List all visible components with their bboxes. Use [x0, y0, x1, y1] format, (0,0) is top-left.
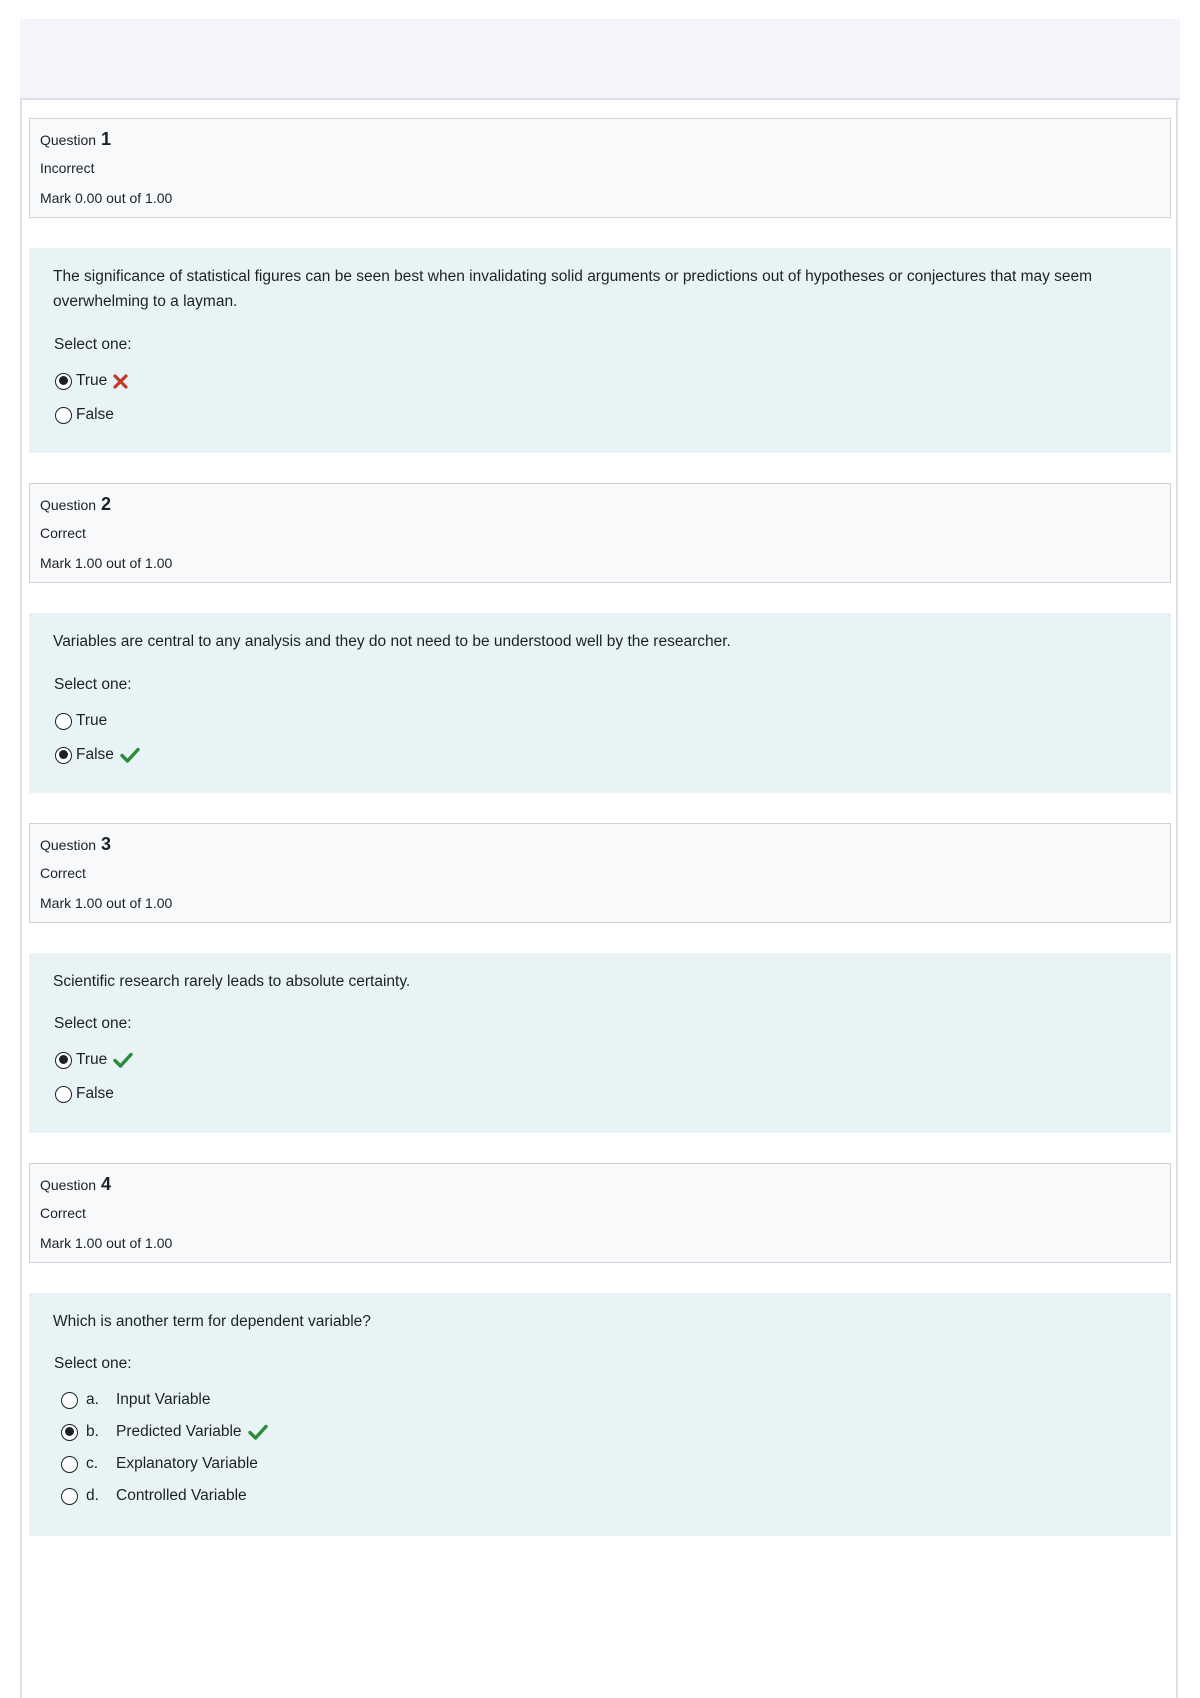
question-grade: Mark 1.00 out of 1.00: [40, 895, 173, 911]
question-number-line: [40, 1174, 111, 1195]
option-label: True: [76, 1051, 108, 1068]
page-header: [20, 19, 1180, 100]
radio-button[interactable]: [61, 1392, 78, 1409]
radio-button[interactable]: [61, 1488, 78, 1505]
option-label: False: [76, 746, 114, 763]
radio-button[interactable]: [61, 1424, 78, 1441]
question-content-2: [29, 613, 1171, 793]
select-one-prompt: Select one:: [54, 1015, 132, 1032]
question-state: Correct: [40, 1205, 86, 1221]
option-letter: a.: [86, 1391, 99, 1408]
question-state: Incorrect: [40, 160, 95, 176]
cross-icon: [113, 374, 128, 389]
question-grade: Mark 1.00 out of 1.00: [40, 555, 173, 571]
answer-option-a[interactable]: [61, 1389, 211, 1411]
question-number: 4: [101, 1174, 112, 1194]
answer-option-true[interactable]: [55, 1049, 133, 1071]
select-one-prompt: Select one:: [54, 336, 132, 353]
question-content-4: [29, 1293, 1171, 1536]
option-label: True: [76, 372, 108, 389]
option-label: Explanatory Variable: [116, 1455, 258, 1472]
answer-option-false[interactable]: [55, 1083, 114, 1105]
question-prefix: Question: [40, 497, 97, 513]
question-grade: Mark 1.00 out of 1.00: [40, 1235, 173, 1251]
question-number: 3: [101, 834, 112, 854]
question-prefix: Question: [40, 1177, 97, 1193]
option-letter: d.: [86, 1487, 99, 1504]
question-state: Correct: [40, 865, 86, 881]
radio-button[interactable]: [55, 407, 72, 424]
radio-button[interactable]: [55, 1086, 72, 1103]
option-label: True: [76, 712, 108, 729]
option-label: Input Variable: [116, 1391, 211, 1408]
option-label: False: [76, 406, 114, 423]
answer-option-b[interactable]: [61, 1421, 268, 1443]
question-prefix: Question: [40, 132, 97, 148]
select-one-prompt: Select one:: [54, 676, 132, 693]
question-number-line: [40, 494, 111, 515]
answer-option-d[interactable]: [61, 1485, 247, 1507]
option-label: Predicted Variable: [116, 1423, 242, 1440]
option-letter: b.: [86, 1423, 99, 1440]
question-content-3: [29, 953, 1171, 1133]
question-grade: Mark 0.00 out of 1.00: [40, 190, 173, 206]
question-number: 1: [101, 129, 112, 149]
check-icon: [120, 747, 140, 763]
option-letter: c.: [86, 1455, 99, 1472]
question-info-3: [29, 823, 1171, 923]
question-info-4: [29, 1163, 1171, 1263]
question-text: The significance of statistical figures can be seen best when invalidating solid arguments or predictions out of hypotheses or conjectures that may seem overwhelming to a layman.: [53, 268, 1093, 310]
option-label: Controlled Variable: [116, 1487, 247, 1504]
answer-option-false[interactable]: [55, 744, 140, 766]
select-one-prompt: Select one:: [54, 1355, 132, 1372]
answer-option-c[interactable]: [61, 1453, 258, 1475]
answer-option-true[interactable]: [55, 710, 107, 732]
question-content-1: [29, 248, 1171, 453]
answer-option-false[interactable]: [55, 404, 114, 426]
option-label: False: [76, 1085, 114, 1102]
radio-button[interactable]: [55, 713, 72, 730]
question-state: Correct: [40, 525, 86, 541]
check-icon: [248, 1424, 268, 1440]
answer-option-true[interactable]: [55, 370, 128, 392]
question-number-line: [40, 129, 111, 150]
question-text: Scientific research rarely leads to absolute certainty.: [53, 973, 411, 990]
radio-button[interactable]: [55, 747, 72, 764]
radio-button[interactable]: [55, 373, 72, 390]
question-prefix: Question: [40, 837, 97, 853]
question-text: Variables are central to any analysis and they do not need to be understood well by the researcher.: [53, 633, 731, 650]
question-number-line: [40, 834, 111, 855]
radio-button[interactable]: [55, 1052, 72, 1069]
check-icon: [113, 1052, 133, 1068]
question-number: 2: [101, 494, 112, 514]
question-info-1: [29, 118, 1171, 218]
question-text: Which is another term for dependent variable?: [53, 1313, 371, 1330]
radio-button[interactable]: [61, 1456, 78, 1473]
question-info-2: [29, 483, 1171, 583]
